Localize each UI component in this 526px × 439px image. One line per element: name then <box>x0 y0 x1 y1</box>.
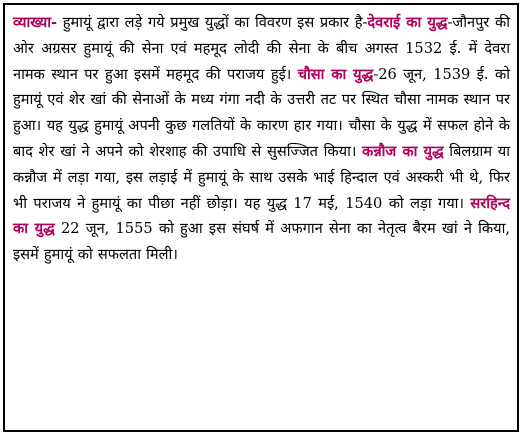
battle-devrai-title: देवराई का युद्ध <box>367 14 448 31</box>
battle-sirhind-title: सरहिन्द का युद्ध <box>13 194 510 238</box>
intro-text: हुमायूं द्वारा लड़े गये प्रमुख युद्धों का विवरण इस प्रकार है- <box>57 14 368 31</box>
battle-kannauj-title: कन्नौज का युद्ध <box>362 142 444 160</box>
battle-chausa-text: -26 जून, 1539 ई. को हुमायूं एवं शेर खां की सेनाओं के मध्य गंगा नदी के उत्तरी तट पर स्थित चौसा नामक स्थान पर हुआ। यह युद्ध हुमायूं अपनी कुछ गलतियों के कारण हार गया। चौसा के युद्ध में सफल होने के बाद शेर खां ने अपने को शेरशाह की उपाधि से सुसज्जित किया। <box>13 65 510 160</box>
battle-sirhind-text: 22 जून, 1555 को हुआ इस संघर्ष में अफगान सेना का नेतृत्व बैरम खां ने किया, इसमें हुमायूं को सफलता मिली। <box>13 220 510 264</box>
battle-kannauj-text: बिलग्राम या कन्नौज में लड़ा गया, इस लड़ाई में हुमायूं के साथ उसके भाई हिन्दाल एवं अस्करी भी थे, फिर भी पराजय ने हुमायूं का पीछा नहीं छोड़ा। यह युद्ध 17 मई, 1540 को लड़ा गया। <box>13 142 510 212</box>
intro-heading: व्याख्या- <box>13 14 58 31</box>
battle-chausa-title: चौसा का युद्ध <box>297 65 374 83</box>
battle-devrai-text: -जौनपुर की ओर अग्रसर हुमायूं की सेना एवं महमूद लोदी की सेना के बीच अगस्त 1532 ई. में देवरा नामक स्थान पर हुआ इसमें महमूद की पराजय हुई। <box>13 14 510 83</box>
explanation-box <box>3 3 519 432</box>
explanation-paragraph <box>13 10 510 268</box>
